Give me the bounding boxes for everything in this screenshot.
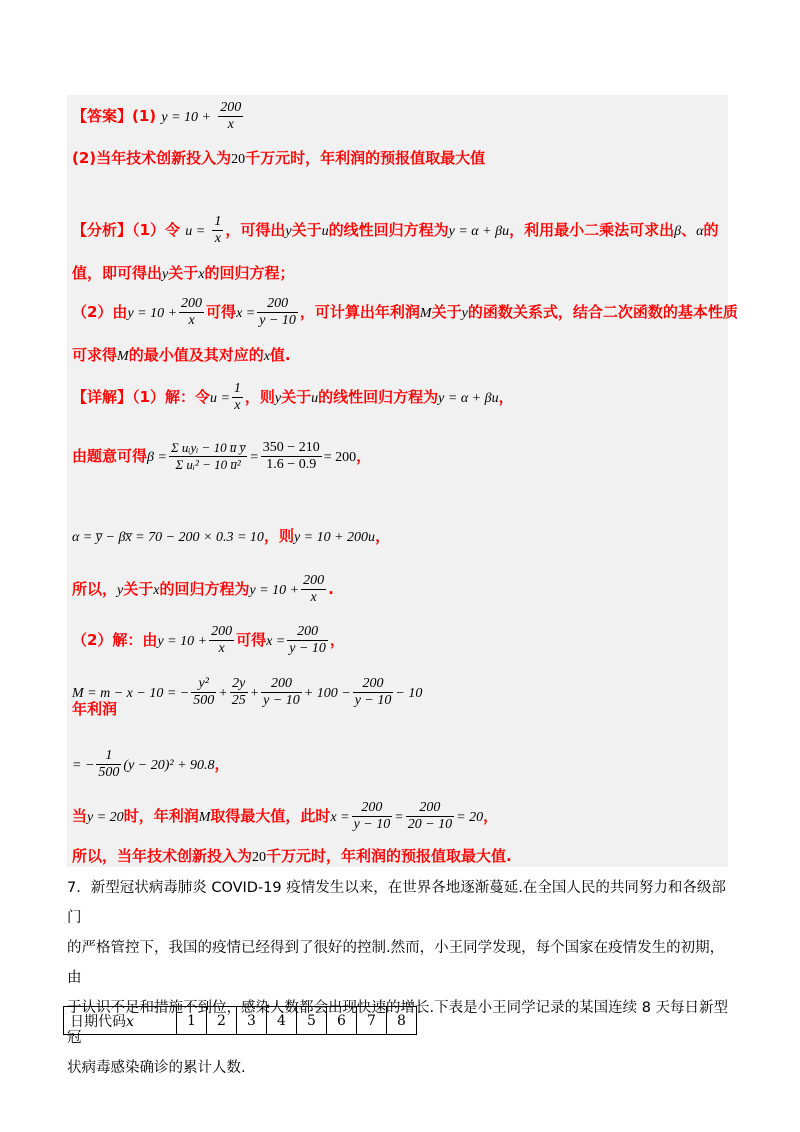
detail-when-line: 当y = 20时，年利润M取得最大值，此时x = $\frac{200}{y - 10}$ = $\frac{200}{20 - 10}$ = 20， [72, 800, 499, 832]
analysis-line-1: 【分析】（1）令 u = $\frac{1}{x}$ ，可得出y关于u的线性回归方程为y = α + βu，利用最小二乘法可求出β、α的 [72, 214, 719, 246]
analysis-line-4: 可求得M的最小值及其对应的x值. [72, 346, 291, 364]
analysis-line-2: 值，即可得出y关于x的回归方程； [72, 264, 295, 282]
detail-vertex-line: = − $\frac{1}{500}$ (y − 20)² + 90.8， [72, 748, 230, 780]
detail-alpha-line: α = y̅ − βx̅ = 70 − 200 × 0.3 = 10，则y = 10 + 200u， [72, 527, 391, 545]
table-cell: 4 [267, 1007, 297, 1035]
detail-final-line: 所以，当年技术创新投入为20千万元时，年利润的预报值取最大值. [72, 847, 512, 865]
table-row [64, 1007, 417, 1035]
answer-line-2: (2)当年技术创新投入为20千万元时，年利润的预报值取最大值 [72, 149, 486, 167]
answer-eq: y = 10 + [161, 110, 211, 125]
problem-7-line-4: 状病毒感染确诊的累计人数. [67, 1060, 246, 1076]
problem-7-text [67, 873, 737, 1083]
table-cell: 1 [177, 1007, 207, 1035]
answer-line-1 [72, 100, 245, 133]
table-cell: 3 [237, 1007, 267, 1035]
detail-line-1: 【详解】（1）解：令u = $\frac{1}{x}$ ，则y关于u的线性回归方程为y = α + βu， [72, 381, 514, 413]
problem-7-line-1: 7．新型冠状病毒肺炎 COVID-19 疫情发生以来，在世界各地逐渐蔓延.在全国人民的共同努力和各级部门 [67, 880, 726, 926]
table-cell: 6 [327, 1007, 357, 1035]
problem-7-line-2: 的严格管控下，我国的疫情已经得到了很好的控制.然而，小王同学发现，每个国家在疫情发生的初期，由 [67, 940, 725, 986]
day-code-table [63, 1006, 417, 1035]
table-cell: 2 [207, 1007, 237, 1035]
detail-M-line: M = m − x − 10 = − $\frac{\text{y²}}{500}$ + $\frac{2y}{25}$ + $\frac{200}{y - 10}$ + 100 − $\frac{200}{y - 10}$ − 10 [72, 676, 423, 708]
detail-part2-line: （2）解：由y = 10 + $\frac{200}{x}$ 可得x = $\frac{200}{y - 10}$ ， [72, 624, 345, 656]
answer-fraction: $\frac{200}{x}$ [220, 100, 242, 132]
answer-label: 【答案】(1) [72, 107, 157, 125]
problem-7-line-3: 于认识不足和措施不到位，感染人数都会出现快速的增长.下表是小王同学记录的某国连续 8 天每日新型冠 [67, 1000, 729, 1046]
table-cell: 5 [297, 1007, 327, 1035]
table-header-cell: 日期代码x [64, 1007, 177, 1035]
analysis-line-3: （2）由y = 10 + $\frac{200}{x}$ 可得x = $\frac{200}{y - 10}$ ，可计算出年利润M关于y的函数关系式，结合二次函数的基本性质 [72, 296, 738, 328]
detail-beta-line: 由题意可得β = $\frac{\text{Σ uᵢyᵢ − 10 u̅ y̅}}{\text{Σ uᵢ² − 10 u̅²}}$ = $\frac{350 - 210}{1.6 - 0.9}$ = 200， [72, 440, 372, 472]
table-cell: 8 [387, 1007, 417, 1035]
table-cell: 7 [357, 1007, 387, 1035]
detail-M-label: 年利润 [72, 700, 118, 718]
detail-so-line: 所以，y关于x的回归方程为y = 10 + $\frac{200}{x}$ . [72, 573, 334, 605]
